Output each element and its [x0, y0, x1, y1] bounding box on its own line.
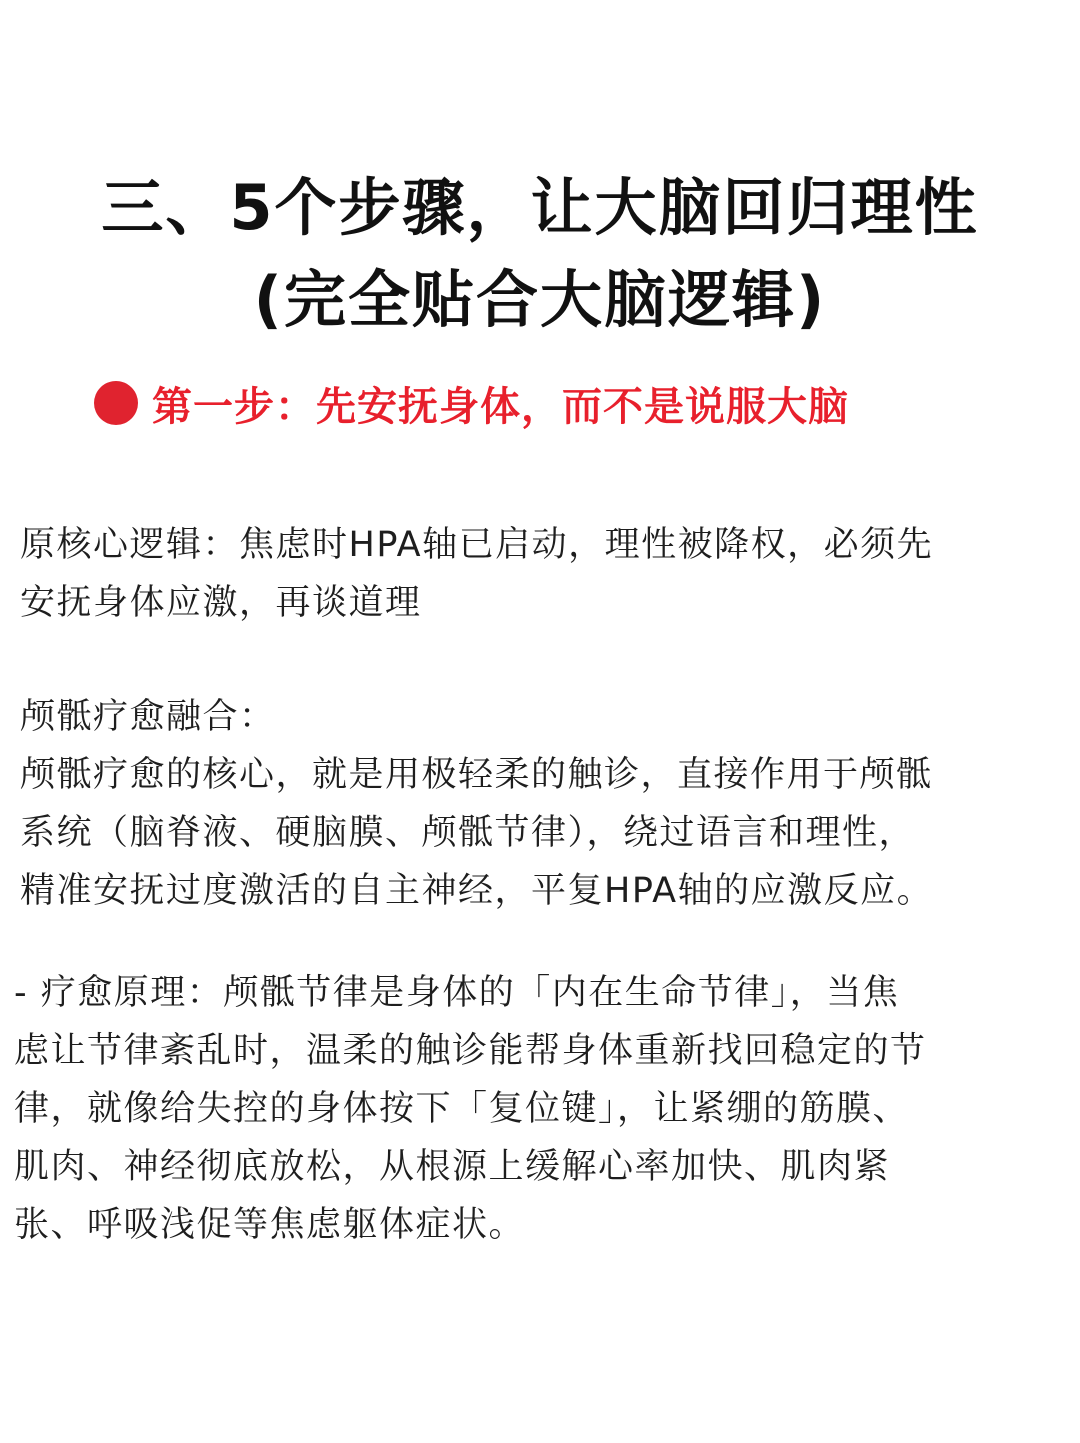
red-dot-icon — [94, 381, 138, 425]
core-logic-paragraph — [20, 516, 933, 632]
page-title-line-1: 三、5个步骤，让大脑回归理性 — [101, 171, 979, 244]
step-1-heading — [94, 378, 1054, 428]
fusion-line: 精准安抚过度激活的自主神经，平复HPA轴的应激反应。 — [20, 871, 934, 911]
fusion-label — [20, 688, 276, 746]
fusion-label-text: 颅骶疗愈融合： — [20, 697, 276, 737]
fusion-paragraph — [20, 746, 933, 920]
principle-paragraph — [14, 964, 927, 1254]
core-logic-line: 安抚身体应激，再谈道理 — [20, 583, 422, 623]
principle-line: 肌肉、神经彻底放松，从根源上缓解心率加快、肌肉紧 — [14, 1147, 891, 1187]
step-1-heading-text: 第一步：先安抚身体，而不是说服大脑 — [152, 383, 849, 430]
fusion-line: 系统（脑脊液、硬脑膜、颅骶节律），绕过语言和理性， — [20, 813, 916, 853]
principle-line: 虑让节律紊乱时，温柔的触诊能帮身体重新找回稳定的节 — [14, 1031, 927, 1071]
core-logic-line: 原核心逻辑：焦虑时HPA轴已启动，理性被降权，必须先 — [20, 525, 934, 565]
page-title-line-2: (完全贴合大脑逻辑) — [253, 263, 827, 336]
principle-line: 张、呼吸浅促等焦虑躯体症状。 — [14, 1205, 526, 1245]
fusion-line: 颅骶疗愈的核心，就是用极轻柔的触诊，直接作用于颅骶 — [20, 755, 933, 795]
principle-line: - 疗愈原理：颅骶节律是身体的「内在生命节律」，当焦 — [14, 973, 900, 1013]
principle-line: 律，就像给失控的身体按下「复位键」，让紧绷的筋膜、 — [14, 1089, 910, 1129]
